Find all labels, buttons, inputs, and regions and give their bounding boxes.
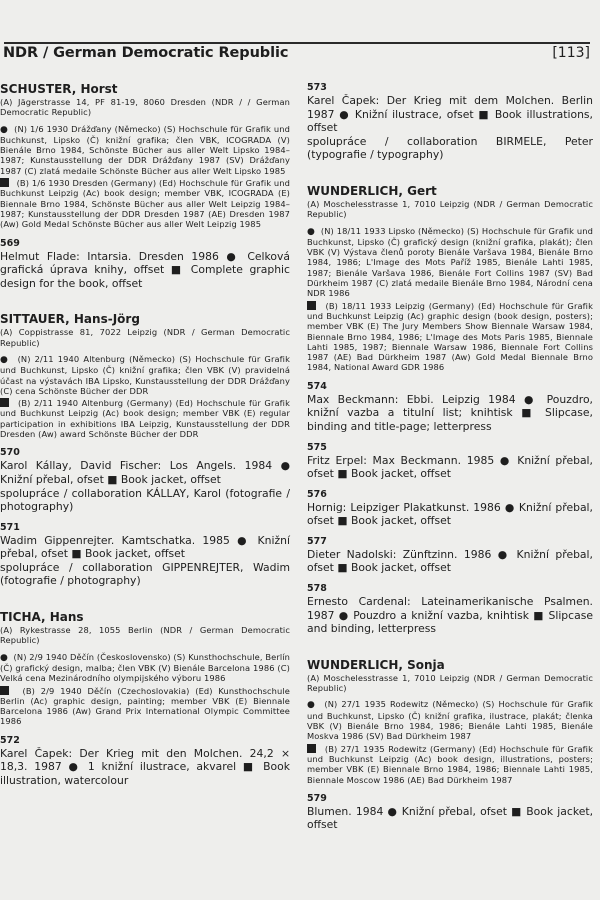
artist-address: (A) Moschelesstrasse 1, 7010 Leipzig (NDR / German Democratic Republic)	[307, 672, 593, 694]
catalog-item-569	[0, 238, 290, 291]
artist-name: TICHA, Hans	[0, 610, 84, 625]
artist-entry-wunderlich-sonja	[307, 658, 593, 785]
czech-bio: ● (N) 18/11 1933 Lipsko (Německo) (S) Hochschule für Grafik und Buchkunst, Lipsko (Č) grafický design (knižní grafika, plakát); člen VBK (V) Výstava členů poroty Bienále Varšava 1984, Bienále Brno 1984, 1986; L'Image des Mots Paříž 1985, Bienále Lahti 1985, 1987; Bienále Varšava 1986, Bienále Fort Collins 1987 (SV) Bad Dürkheim 1987 (C) zlatá medaile Bienále Brno 1984, Národní cena NDR 1986	[307, 225, 594, 299]
czech-bio: ● (N) 1/6 1930 Drážďany (Německo) (S) Hochschule für Grafik und Buchkunst, Lipsko (Č) knižní grafika; člen VBK, ICOGRADA (V) Bienále Brno 1984, Schönste Bücher aus aller Welt Lipsko 1984–1987; Kunstausstellung der DDR Drážďany 1987 (SV) Drážďany 1987 (C) zlatá medaile Schönste Bücher aus aller Welt Lipsko 1985	[0, 123, 290, 176]
artist-address: (A) Rykestrasse 28, 1055 Berlin (NDR / German Democratic Republic)	[0, 625, 290, 646]
item-number: 569	[0, 237, 20, 249]
artist-name: WUNDERLICH, Sonja	[307, 657, 445, 672]
english-bio: (B) 2/9 1940 Děčín (Czechoslovakia) (Ed) Kunsthochschule Berlin (Ac) graphic design, painting; member VBK (E) Biennale Barcelona 1986 (Aw) Grand Prix International Olympic Committee 1986	[0, 685, 290, 727]
black-square-icon	[0, 178, 9, 187]
catalog-item-577	[307, 536, 593, 575]
catalog-item-575	[307, 442, 593, 481]
artist-name: WUNDERLICH, Gert	[307, 183, 437, 198]
item-number: 577	[307, 535, 327, 547]
catalog-item-572	[0, 735, 290, 788]
artist-entry-ticha	[0, 610, 290, 727]
catalog-item-574	[307, 381, 593, 434]
item-number: 579	[307, 792, 327, 804]
artist-address: (A) Jägerstrasse 14, PF 81-19, 8060 Dresden (NDR / / German Democratic Republic)	[0, 97, 290, 118]
bullet-dot-icon: ●	[0, 354, 10, 365]
left-column	[0, 82, 290, 788]
english-bio: (B) 18/11 1933 Leipzig (Germany) (Ed) Hochschule für Grafik und Buchkunst Leipzig (Ac) graphic design (book design, posters); member VBK (E) The Jury Members Show Biennale Warsaw 1984, Biennale Brno 1984, 1986; L'Image des Mots Paris 1985, Biennale Lahti 1985, 1987; Biennale Warsaw 1986, Biennale Fort Collins 1987 (AE) Bad Dürkheim 1987 (Aw) Gold Medal Biennale Brno 1984, National Award GDR 1986	[307, 300, 593, 373]
artist-name: SITTAUER, Hans-Jörg	[0, 312, 140, 327]
black-square-icon	[307, 301, 316, 310]
item-description: Blumen. 1984 ● Knižní přebal, ofset ■ Book jacket, offset	[307, 804, 593, 832]
artist-name: SCHUSTER, Horst	[0, 82, 118, 96]
artist-entry-sittauer	[0, 312, 290, 439]
item-number: 575	[307, 441, 327, 453]
czech-bio: ● (N) 2/9 1940 Děčín (Československo) (S) Kunsthochschule, Berlín (Č) grafický design, malba; člen VBK (V) Bienále Barcelona 1986 (C) Velká cena Mezinárodního olympijského výboru 1986	[0, 651, 291, 684]
item-number: 576	[307, 488, 327, 500]
item-collaboration: spolupráce / collaboration KÁLLAY, Karol (fotografie / photography)	[0, 486, 290, 514]
item-number: 572	[0, 734, 20, 746]
black-square-icon	[0, 398, 9, 407]
bullet-dot-icon: ●	[307, 700, 317, 711]
catalog-item-576	[307, 489, 593, 528]
item-description: Karel Čapek: Der Krieg mit dem Molchen. Berlin 1987 ● Knižní ilustrace, ofset ■ Book illustrations, offset	[307, 94, 593, 135]
item-number: 574	[307, 380, 327, 392]
bullet-dot-icon: ●	[0, 124, 9, 135]
catalog-item-579	[307, 793, 593, 832]
item-description: Hornig: Leipziger Plakatkunst. 1986 ● Knižní přebal, ofset ■ Book jacket, offset	[307, 500, 593, 528]
english-bio: (B) 1/6 1930 Dresden (Germany) (Ed) Hochschule für Grafik und Buchkunst Leipzig (Ac) book design; member VBK, ICOGRADA (E) Biennale Brno 1984, Schönste Bücher aus aller Welt Leipzig 1984–1987; Kunstausstellung der DDR Dresden 1987 (AE) Dresden 1987 (Aw) Gold Medal Schönste Bücher aus aller Welt Leipzig 1985	[0, 178, 290, 230]
item-collaboration: spolupráce / collaboration GIPPENREJTER, Wadim (fotografie / photography)	[0, 560, 290, 588]
artist-address: (A) Coppistrasse 81, 7022 Leipzig (NDR / German Democratic Republic)	[0, 327, 290, 348]
section-title: NDR / German Democratic Republic	[3, 45, 289, 61]
czech-bio: ● (N) 2/11 1940 Altenburg (Německo) (S) Hochschule für Grafik und Buchkunst, Lipsko (Č) knižní grafika; člen VBK (V) pravidelná účast na výstavách IBA Lipsko, Kunstausstellung der DDR Drážďany (C) cena Schönste Bücher der DDR	[0, 353, 290, 396]
bullet-dot-icon: ●	[0, 652, 8, 663]
header-rule	[4, 42, 590, 44]
right-column	[307, 82, 593, 832]
item-collaboration: spolupráce / collaboration BIRMELE, Peter (typografie / typography)	[307, 134, 593, 162]
catalog-item-578	[307, 583, 593, 636]
item-number: 570	[0, 447, 20, 459]
czech-bio: ● (N) 27/1 1935 Rodewitz (Německo) (S) Hochschule für Grafik und Buchkunst, Lipsko (Č) knižní grafika, ilustrace, plakát; členka VBK (V) Bienále Brno 1984, 1986; Bienále Lahti 1985, Bienále Moskva 1986 (SV) Bad Dürkheim 1987	[307, 699, 594, 742]
item-number: 571	[0, 521, 20, 533]
english-bio: (B) 27/1 1935 Rodewitz (Germany) (Ed) Hochschule für Grafik und Buchkunst Leipzig (Ac) book design, illustrations, posters; member VBK (E) Biennale Brno 1984, 1986; Biennale Lahti 1985, Biennale Moscow 1986 (AE) Bad Dürkheim 1987	[307, 743, 593, 785]
item-description: Wadim Gippenrejter. Kamtschatka. 1985 ● Knižní přebal, ofset ■ Book jacket, offset	[0, 533, 290, 561]
black-square-icon	[307, 744, 316, 753]
item-number: 578	[307, 583, 327, 595]
black-square-icon	[0, 686, 9, 695]
item-description: Dieter Nadolski: Zünftzinn. 1986 ● Knižní přebal, ofset ■ Book jacket, offset	[307, 547, 593, 575]
item-description: Karol Kállay, David Fischer: Los Angels. 1984 ● Knižní přebal, ofset ■ Book jacket, offset	[0, 459, 290, 486]
item-description: Helmut Flade: Intarsia. Dresden 1986 ● Celková grafická úprava knihy, offset ■ Complete graphic design for the book, offset	[0, 249, 290, 290]
artist-entry-wunderlich-gert	[307, 184, 593, 373]
item-number: 573	[307, 82, 327, 93]
artist-entry-schuster	[0, 82, 290, 230]
catalog-item-573	[307, 82, 593, 162]
english-bio: (B) 2/11 1940 Altenburg (Germany) (Ed) Hochschule für Grafik und Buchkunst Leipzig (Ac) book design; member VBK (E) regular participation in exhibitions IBA Leipzig, Kunstausstellung der DDR Dresden (Aw) award Schönste Bücher der DDR	[0, 398, 290, 440]
item-description: Max Beckmann: Ebbi. Leipzig 1984 ● Pouzdro, knižní vazba a titulní list; knihtisk ■ Slipcase, binding and title-page; letterpress	[307, 392, 593, 433]
page-number: [113]	[552, 45, 590, 61]
item-description: Fritz Erpel: Max Beckmann. 1985 ● Knižní přebal, ofset ■ Book jacket, offset	[307, 453, 593, 481]
catalog-item-570	[0, 447, 290, 513]
catalog-item-571	[0, 522, 290, 588]
artist-address: (A) Moschelesstrasse 1, 7010 Leipzig (NDR / German Democratic Republic)	[307, 198, 593, 220]
item-description: Ernesto Cardenal: Lateinamerikanische Psalmen. 1987 ● Pouzdro a knižní vazba, knihtisk ■ Slipcase and binding, letterpress	[307, 595, 593, 636]
page-header	[3, 45, 590, 65]
item-description: Karel Čapek: Der Krieg mit den Molchen. 24,2 × 18,3. 1987 ● 1 knižní ilustrace, akvarel ■ Book illustration, watercolour	[0, 746, 290, 787]
bullet-dot-icon: ●	[307, 226, 316, 237]
